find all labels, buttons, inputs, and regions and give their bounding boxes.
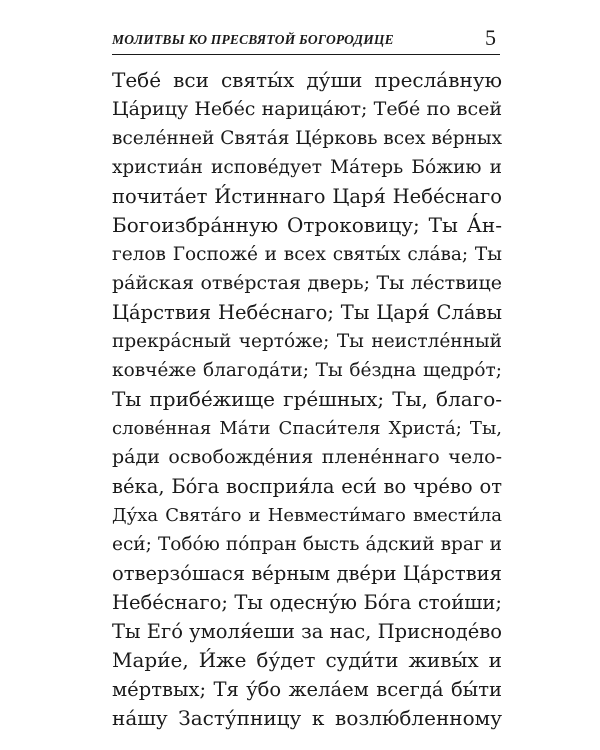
text-line: ра́йская отве́рстая дверь; Ты ле́ствице — [112, 272, 502, 294]
running-header — [112, 20, 500, 55]
prayer-text — [112, 66, 502, 733]
text-line: Ца́рицу Небе́с нарица́ют; Тебе́ по всей — [112, 98, 502, 120]
text-line: христиа́н испове́дует Ма́терь Бо́жию и — [112, 157, 502, 178]
text-line: ме́ртвых; Тя у́бо жела́ем всегда́ бы́ти — [112, 678, 502, 701]
text-line: почита́ет И́стиннаго Царя́ Небе́снаго — [112, 185, 502, 208]
text-line: ве́ка, Бо́га восприя́ла еси́ во чре́во от — [112, 475, 502, 498]
text-line: Ца́рствия Небе́снаго; Ты Царя́ Сла́вы — [112, 301, 502, 324]
text-line: отверзо́шася ве́рным две́ри Ца́рствия — [112, 562, 502, 585]
text-line: прекра́сный черто́же; Ты неистле́нный — [112, 331, 502, 352]
text-line: Ты Его́ умоля́еши за нас, Приснодéво — [112, 620, 502, 643]
page-number: 5 — [485, 25, 496, 50]
text-line: Богоизбра́нную Отроковицу; Ты А́н- — [112, 213, 502, 237]
text-line: слове́нная Ма́ти Спаси́теля Христа́; Ты, — [112, 418, 502, 439]
text-line: Ты прибе́жище гре́шных; Ты, благо- — [112, 387, 502, 411]
text-line: Тебе́ вси святы́х ду́ши пресла́вную — [112, 68, 502, 92]
text-line: вселе́нней Свята́я Це́рковь всех ве́рных — [112, 128, 503, 149]
running-header-title: МОЛИТВЫ КО ПРЕСВЯТОЙ БОГОРОДИЦЕ — [112, 32, 394, 47]
text-line: ра́ди освобожде́ния плене́ннаго чело- — [112, 446, 502, 468]
text-line: Мари́е, И́же бу́дет суди́ти живы́х и — [112, 648, 502, 672]
text-line: еси́; Тобо́ю по́пран бысть а́дский враг и — [112, 534, 502, 555]
text-line: Небе́снаго; Ты одесну́ю Бо́га стои́ши; — [112, 591, 502, 614]
text-line: на́шу Засту́пницу к возлю́бленному — [112, 706, 502, 730]
text-line: гелов Госпоже́ и всех святы́х сла́ва; Ты — [112, 244, 502, 265]
text-line: Ду́ха Свята́го и Невмести́маго вмести́ла — [112, 505, 502, 526]
text-line: ковче́же благода́ти; Ты бе́здна щедро́т; — [112, 360, 502, 381]
